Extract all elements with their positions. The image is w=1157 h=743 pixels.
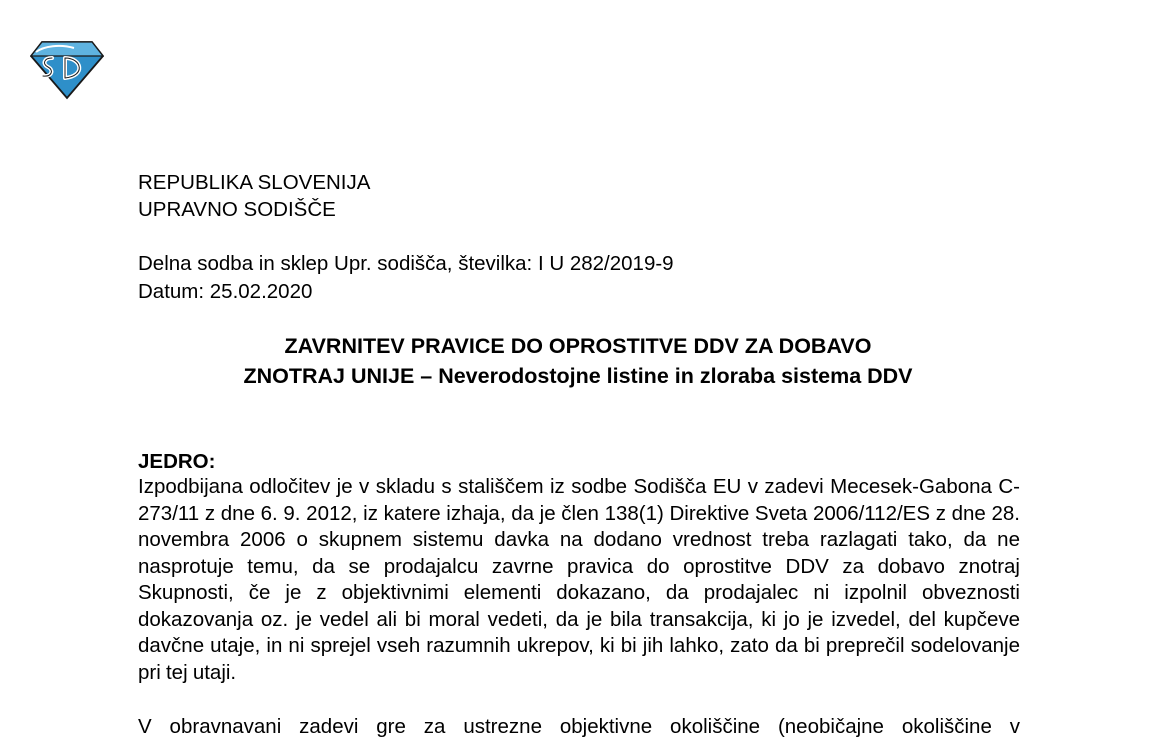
title-line-1: ZAVRNITEV PRAVICE DO OPROSTITVE DDV ZA DOBAVO <box>284 334 872 358</box>
court-name: UPRAVNO SODIŠČE <box>138 198 336 221</box>
case-number: Delna sodba in sklep Upr. sodišča, številka: I U 282/2019-9 <box>138 252 674 275</box>
shield-logo-icon <box>30 40 104 100</box>
court-header <box>138 169 370 223</box>
title-line-2: ZNOTRAJ UNIJE – Neverodostojne listine in zloraba sistema DDV <box>243 364 913 388</box>
court-logo <box>30 40 104 100</box>
summary-paragraph: Izpodbijana odločitev je v skladu s stališčem iz sodbe Sodišča EU v zadevi Mecesek-Gabona C-273/11 z dne 6. 9. 2012, iz katere izhaja, da je člen 138(1) Direktive Sveta 2006/112/ES z dne 28. novembra 2006 o skupnem sistemu davka na dodano vrednost treba razlagati tako, da ne nasprotuje temu, da se prodajalcu zavrne pravica do oprostitve DDV za dobavo znotraj Skupnosti, če je z objektivnimi elementi dokazano, da prodajalec ni izpolnil obveznosti dokazovanja oz. je vedel ali bi moral vedeti, da je bila transakcija, ki jo je izvedel, del kupčeve davčne utaje, in ni sprejel vseh razumnih ukrepov, ki bi jih lahko, zato da bi preprečil sodelovanje pri tej utaji. <box>138 475 1020 684</box>
document-title <box>138 331 1018 391</box>
republic-name: REPUBLIKA SLOVENIJA <box>138 171 371 194</box>
second-paragraph: V obravnavani zadevi gre za ustrezne objektivne okoliščine (neobičajne okoliščine v <box>138 715 1020 738</box>
case-info <box>138 250 674 306</box>
case-date: Datum: 25.02.2020 <box>138 280 313 303</box>
summary-heading: JEDRO: <box>138 450 216 473</box>
